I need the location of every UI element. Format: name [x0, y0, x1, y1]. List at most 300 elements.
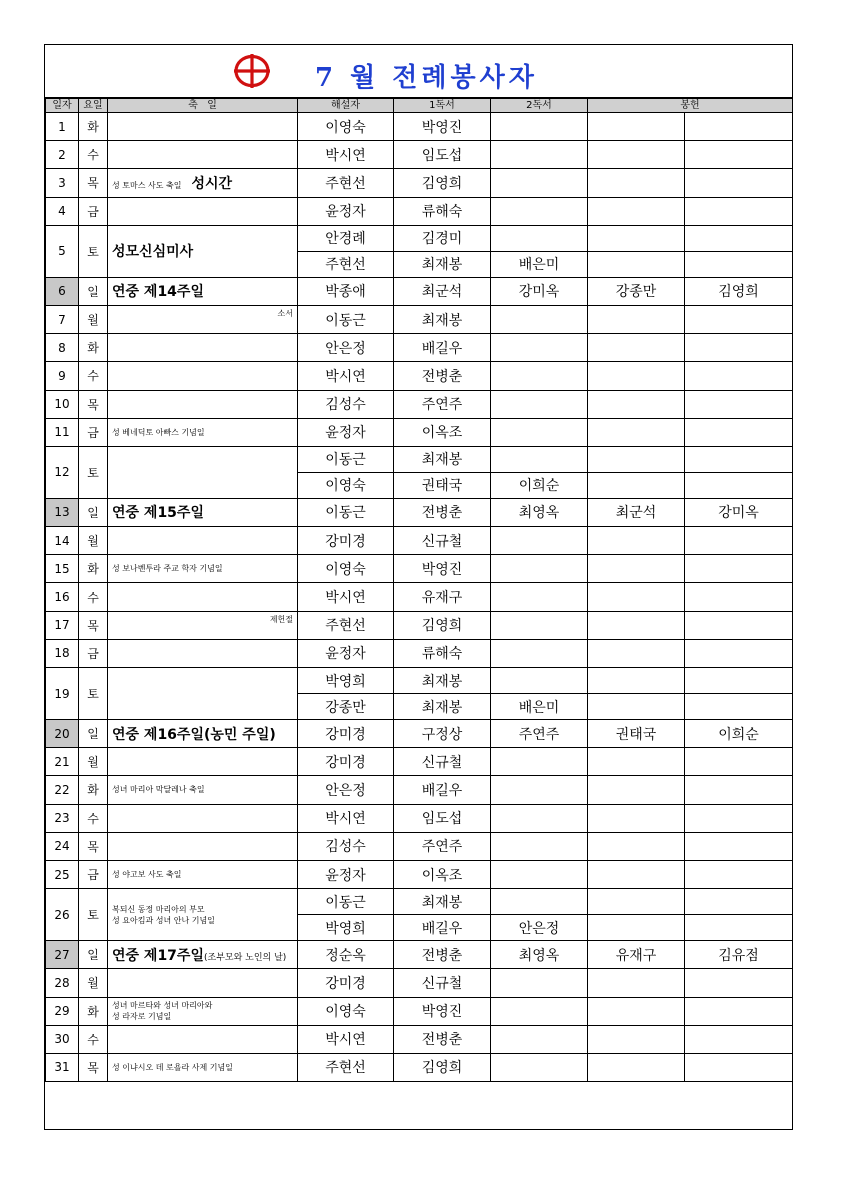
feast-cell: [108, 583, 298, 611]
commentator-cell: 박영희: [298, 915, 394, 941]
reading2-cell: 최영옥: [491, 498, 588, 526]
commentator-cell: 정순옥: [298, 941, 394, 969]
feast-cell: [108, 1025, 298, 1053]
weekday-cell: 토: [79, 889, 108, 941]
commentator-cell: 이동근: [298, 889, 394, 915]
feast-cell: [108, 113, 298, 141]
reading2-cell: [491, 611, 588, 639]
day-cell: 27: [46, 941, 79, 969]
offering1-cell: [588, 969, 685, 997]
table-row: [46, 583, 793, 611]
weekday-cell: 월: [79, 305, 108, 333]
feast-cell: [108, 668, 298, 720]
col-header-offering: 봉헌: [588, 99, 793, 113]
offering2-cell: [685, 694, 793, 720]
commentator-cell: 안은정: [298, 334, 394, 362]
offering1-cell: 강종만: [588, 277, 685, 305]
reading2-cell: [491, 527, 588, 555]
offering2-cell: [685, 446, 793, 472]
weekday-cell: 일: [79, 720, 108, 748]
reading1-cell: 임도섭: [394, 141, 491, 169]
commentator-cell: 강미경: [298, 720, 394, 748]
weekday-cell: 월: [79, 748, 108, 776]
offering1-cell: [588, 889, 685, 915]
weekday-cell: 토: [79, 668, 108, 720]
feast-cell: [108, 889, 298, 941]
reading2-cell: [491, 113, 588, 141]
reading1-cell: 배길우: [394, 776, 491, 804]
weekday-cell: 토: [79, 446, 108, 498]
reading1-cell: 권태국: [394, 472, 491, 498]
table-row: [46, 941, 793, 969]
reading1-cell: 최재봉: [394, 305, 491, 333]
offering1-cell: 최군석: [588, 498, 685, 526]
feast-cell: [108, 418, 298, 446]
commentator-cell: 안경례: [298, 225, 394, 251]
feast-title: 성시간: [191, 175, 233, 192]
day-cell: 24: [46, 832, 79, 860]
offering2-cell: [685, 832, 793, 860]
weekday-cell: 수: [79, 583, 108, 611]
offering1-cell: [588, 611, 685, 639]
weekday-cell: 금: [79, 860, 108, 888]
schedule-body: [46, 113, 793, 1082]
weekday-cell: 금: [79, 418, 108, 446]
reading1-cell: 전병춘: [394, 498, 491, 526]
commentator-cell: 윤정자: [298, 639, 394, 667]
offering1-cell: [588, 997, 685, 1025]
offering1-cell: [588, 113, 685, 141]
feast-cell: [108, 446, 298, 498]
holiday-label: 소서: [277, 308, 293, 318]
schedule-sheet: [44, 44, 793, 1130]
table-row: [46, 639, 793, 667]
table-row: [46, 305, 793, 333]
reading1-cell: 최군석: [394, 277, 491, 305]
day-cell: 17: [46, 611, 79, 639]
reading2-cell: [491, 334, 588, 362]
feast-cell: [108, 969, 298, 997]
table-row: [46, 860, 793, 888]
reading1-cell: 주연주: [394, 832, 491, 860]
page-title: 7 월 전례봉사자: [315, 63, 538, 93]
offering2-cell: [685, 639, 793, 667]
day-cell: 15: [46, 555, 79, 583]
offering1-cell: [588, 915, 685, 941]
offering2-cell: [685, 860, 793, 888]
offering2-cell: [685, 997, 793, 1025]
offering2-cell: 김유점: [685, 941, 793, 969]
day-cell: 12: [46, 446, 79, 498]
day-cell: 20: [46, 720, 79, 748]
day-cell: 31: [46, 1053, 79, 1081]
reading1-cell: 신규철: [394, 748, 491, 776]
commentator-cell: 박시연: [298, 1025, 394, 1053]
reading1-cell: 이옥조: [394, 418, 491, 446]
offering2-cell: [685, 362, 793, 390]
table-row: [46, 498, 793, 526]
table-row: [46, 527, 793, 555]
feast-title: 연중 제16주일(농민 주일): [112, 726, 276, 743]
offering1-cell: [588, 804, 685, 832]
feast-note: (조부모와 노인의 날): [203, 952, 287, 963]
offering1-cell: [588, 668, 685, 694]
table-row: [46, 748, 793, 776]
offering2-cell: [685, 969, 793, 997]
reading1-cell: 박영진: [394, 555, 491, 583]
commentator-cell: 이동근: [298, 446, 394, 472]
day-cell: 7: [46, 305, 79, 333]
reading1-cell: 김영희: [394, 611, 491, 639]
table-row: [46, 776, 793, 804]
commentator-cell: 김성수: [298, 832, 394, 860]
reading2-cell: 배은미: [491, 251, 588, 277]
offering1-cell: [588, 251, 685, 277]
table-row: [46, 720, 793, 748]
feast-cell: [108, 941, 298, 969]
reading1-cell: 박영진: [394, 997, 491, 1025]
feast-title: 연중 제17주일: [112, 947, 204, 964]
weekday-cell: 일: [79, 941, 108, 969]
table-row: [46, 169, 793, 197]
table-row: [46, 889, 793, 915]
feast-label: 성 보나벤투라 주교 학자 기념일: [112, 564, 223, 574]
reading2-cell: [491, 446, 588, 472]
weekday-cell: 화: [79, 334, 108, 362]
commentator-cell: 윤정자: [298, 418, 394, 446]
offering2-cell: [685, 305, 793, 333]
offering2-cell: [685, 169, 793, 197]
table-row: [46, 418, 793, 446]
feast-cell: [108, 639, 298, 667]
feast-label: 성 베네딕토 아빠스 기념일: [112, 427, 205, 437]
feast-label: 성녀 마르타와 성녀 마리아와: [112, 1001, 213, 1011]
reading1-cell: 최재봉: [394, 694, 491, 720]
feast-label: 성 토마스 사도 축일: [112, 180, 182, 190]
reading2-cell: [491, 997, 588, 1025]
reading1-cell: 최재봉: [394, 446, 491, 472]
offering2-cell: [685, 748, 793, 776]
offering1-cell: [588, 197, 685, 225]
feast-cell: [108, 225, 298, 277]
table-row: [46, 113, 793, 141]
feast-label: 성 야고보 사도 축일: [112, 870, 182, 880]
offering1-cell: 권태국: [588, 720, 685, 748]
commentator-cell: 이영숙: [298, 555, 394, 583]
table-row: [46, 997, 793, 1025]
feast-cell: [108, 748, 298, 776]
header-row: [46, 99, 793, 113]
offering2-cell: [685, 1025, 793, 1053]
offering2-cell: [685, 611, 793, 639]
reading2-cell: [491, 748, 588, 776]
feast-title: 연중 제15주일: [112, 505, 204, 522]
commentator-cell: 이영숙: [298, 997, 394, 1025]
table-row: [46, 1053, 793, 1081]
weekday-cell: 화: [79, 776, 108, 804]
weekday-cell: 목: [79, 169, 108, 197]
reading2-cell: 안은정: [491, 915, 588, 941]
col-header-reading2: 2독서: [491, 99, 588, 113]
reading1-cell: 주연주: [394, 390, 491, 418]
offering1-cell: [588, 169, 685, 197]
schedule-table: [45, 98, 793, 1082]
col-header-commentator: 해설자: [298, 99, 394, 113]
feast-cell: [108, 1053, 298, 1081]
offering2-cell: [685, 225, 793, 251]
offering2-cell: [685, 527, 793, 555]
reading2-cell: [491, 1025, 588, 1053]
offering1-cell: 유재구: [588, 941, 685, 969]
feast-label-line2: 성 요아킴과 성녀 안나 기념일: [112, 915, 215, 925]
offering1-cell: [588, 555, 685, 583]
commentator-cell: 주현선: [298, 251, 394, 277]
feast-label: 성 이냐시오 데 로욜라 사제 기념일: [112, 1062, 233, 1072]
table-row: [46, 390, 793, 418]
reading1-cell: 이옥조: [394, 860, 491, 888]
offering1-cell: [588, 639, 685, 667]
offering2-cell: [685, 334, 793, 362]
col-header-reading1: 1독서: [394, 99, 491, 113]
feast-cell: [108, 776, 298, 804]
day-cell: 22: [46, 776, 79, 804]
offering2-cell: [685, 776, 793, 804]
reading1-cell: 류해숙: [394, 197, 491, 225]
feast-cell: [108, 555, 298, 583]
feast-cell: [108, 305, 298, 333]
feast-cell: [108, 832, 298, 860]
table-row: [46, 668, 793, 694]
col-header-day: 일자: [46, 99, 79, 113]
table-row: [46, 969, 793, 997]
offering1-cell: [588, 748, 685, 776]
offering2-cell: [685, 390, 793, 418]
table-row: [46, 832, 793, 860]
commentator-cell: 박시연: [298, 362, 394, 390]
reading1-cell: 신규철: [394, 969, 491, 997]
reading2-cell: [491, 305, 588, 333]
commentator-cell: 이동근: [298, 305, 394, 333]
reading1-cell: 구정상: [394, 720, 491, 748]
day-cell: 1: [46, 113, 79, 141]
weekday-cell: 수: [79, 804, 108, 832]
reading1-cell: 배길우: [394, 915, 491, 941]
reading2-cell: [491, 362, 588, 390]
offering1-cell: [588, 527, 685, 555]
offering2-cell: [685, 141, 793, 169]
reading2-cell: 이희순: [491, 472, 588, 498]
offering1-cell: [588, 1053, 685, 1081]
day-cell: 19: [46, 668, 79, 720]
day-cell: 14: [46, 527, 79, 555]
table-row: [46, 141, 793, 169]
table-row: [46, 225, 793, 251]
commentator-cell: 주현선: [298, 611, 394, 639]
reading1-cell: 박영진: [394, 113, 491, 141]
reading1-cell: 류해숙: [394, 639, 491, 667]
weekday-cell: 토: [79, 225, 108, 277]
feast-cell: [108, 997, 298, 1025]
commentator-cell: 강미경: [298, 748, 394, 776]
weekday-cell: 수: [79, 1025, 108, 1053]
table-row: [46, 334, 793, 362]
offering1-cell: [588, 362, 685, 390]
reading2-cell: [491, 141, 588, 169]
feast-cell: [108, 498, 298, 526]
commentator-cell: 윤정자: [298, 197, 394, 225]
weekday-cell: 화: [79, 997, 108, 1025]
commentator-cell: 강미경: [298, 969, 394, 997]
commentator-cell: 박종애: [298, 277, 394, 305]
day-cell: 21: [46, 748, 79, 776]
offering1-cell: [588, 860, 685, 888]
day-cell: 18: [46, 639, 79, 667]
reading2-cell: [491, 225, 588, 251]
offering2-cell: [685, 197, 793, 225]
feast-title: 연중 제14주일: [112, 284, 204, 301]
feast-cell: [108, 141, 298, 169]
table-row: [46, 611, 793, 639]
reading2-cell: 강미옥: [491, 277, 588, 305]
commentator-cell: 안은정: [298, 776, 394, 804]
feast-cell: [108, 277, 298, 305]
table-row: [46, 362, 793, 390]
feast-cell: [108, 197, 298, 225]
weekday-cell: 일: [79, 277, 108, 305]
reading2-cell: [491, 860, 588, 888]
offering1-cell: [588, 390, 685, 418]
reading1-cell: 전병춘: [394, 362, 491, 390]
offering1-cell: [588, 583, 685, 611]
reading2-cell: 최영옥: [491, 941, 588, 969]
table-row: [46, 1025, 793, 1053]
weekday-cell: 목: [79, 611, 108, 639]
reading2-cell: 배은미: [491, 694, 588, 720]
reading2-cell: [491, 555, 588, 583]
reading1-cell: 배길우: [394, 334, 491, 362]
offering1-cell: [588, 832, 685, 860]
day-cell: 5: [46, 225, 79, 277]
reading1-cell: 임도섭: [394, 804, 491, 832]
weekday-cell: 목: [79, 1053, 108, 1081]
offering2-cell: 강미옥: [685, 498, 793, 526]
weekday-cell: 금: [79, 197, 108, 225]
day-cell: 2: [46, 141, 79, 169]
day-cell: 6: [46, 277, 79, 305]
reading2-cell: [491, 969, 588, 997]
offering1-cell: [588, 776, 685, 804]
commentator-cell: 이영숙: [298, 113, 394, 141]
reading2-cell: [491, 418, 588, 446]
weekday-cell: 월: [79, 969, 108, 997]
reading2-cell: [491, 804, 588, 832]
feast-label-line2: 성 라자로 기념일: [112, 1012, 172, 1022]
weekday-cell: 금: [79, 639, 108, 667]
feast-cell: [108, 527, 298, 555]
offering2-cell: [685, 555, 793, 583]
day-cell: 4: [46, 197, 79, 225]
offering1-cell: [588, 446, 685, 472]
reading1-cell: 신규철: [394, 527, 491, 555]
reading2-cell: [491, 889, 588, 915]
offering2-cell: [685, 915, 793, 941]
feast-label: 복되신 동정 마리아의 부모: [112, 904, 205, 914]
feast-cell: [108, 362, 298, 390]
reading1-cell: 전병춘: [394, 1025, 491, 1053]
offering1-cell: [588, 225, 685, 251]
reading2-cell: [491, 668, 588, 694]
day-cell: 23: [46, 804, 79, 832]
offering2-cell: [685, 472, 793, 498]
cross-circle-icon: [233, 53, 271, 89]
feast-cell: [108, 860, 298, 888]
col-header-feast: 축 일: [108, 99, 298, 113]
weekday-cell: 수: [79, 141, 108, 169]
offering1-cell: [588, 472, 685, 498]
feast-cell: [108, 169, 298, 197]
reading2-cell: [491, 776, 588, 804]
reading1-cell: 김경미: [394, 225, 491, 251]
commentator-cell: 김성수: [298, 390, 394, 418]
weekday-cell: 일: [79, 498, 108, 526]
feast-title: 성모신심미사: [112, 244, 194, 261]
commentator-cell: 이영숙: [298, 472, 394, 498]
table-row: [46, 555, 793, 583]
holiday-label: 제헌절: [269, 614, 293, 624]
commentator-cell: 박시연: [298, 804, 394, 832]
commentator-cell: 주현선: [298, 169, 394, 197]
table-row: [46, 277, 793, 305]
reading2-cell: [491, 1053, 588, 1081]
table-row: [46, 197, 793, 225]
col-header-weekday: 요일: [79, 99, 108, 113]
offering2-cell: 이희순: [685, 720, 793, 748]
reading2-cell: 주연주: [491, 720, 588, 748]
offering2-cell: [685, 418, 793, 446]
offering2-cell: [685, 113, 793, 141]
reading1-cell: 유재구: [394, 583, 491, 611]
day-cell: 28: [46, 969, 79, 997]
weekday-cell: 월: [79, 527, 108, 555]
offering1-cell: [588, 694, 685, 720]
reading2-cell: [491, 197, 588, 225]
reading1-cell: 최재봉: [394, 251, 491, 277]
offering1-cell: [588, 418, 685, 446]
day-cell: 26: [46, 889, 79, 941]
commentator-cell: 이동근: [298, 498, 394, 526]
weekday-cell: 화: [79, 113, 108, 141]
feast-cell: [108, 804, 298, 832]
reading1-cell: 전병춘: [394, 941, 491, 969]
title-area: [45, 45, 792, 98]
day-cell: 10: [46, 390, 79, 418]
reading1-cell: 김영희: [394, 169, 491, 197]
feast-cell: [108, 390, 298, 418]
offering2-cell: [685, 583, 793, 611]
offering1-cell: [588, 334, 685, 362]
commentator-cell: 윤정자: [298, 860, 394, 888]
commentator-cell: 강미경: [298, 527, 394, 555]
weekday-cell: 목: [79, 832, 108, 860]
day-cell: 3: [46, 169, 79, 197]
offering1-cell: [588, 141, 685, 169]
reading2-cell: [491, 583, 588, 611]
reading1-cell: 최재봉: [394, 668, 491, 694]
commentator-cell: 박영희: [298, 668, 394, 694]
day-cell: 13: [46, 498, 79, 526]
offering2-cell: 김영희: [685, 277, 793, 305]
commentator-cell: 강종만: [298, 694, 394, 720]
